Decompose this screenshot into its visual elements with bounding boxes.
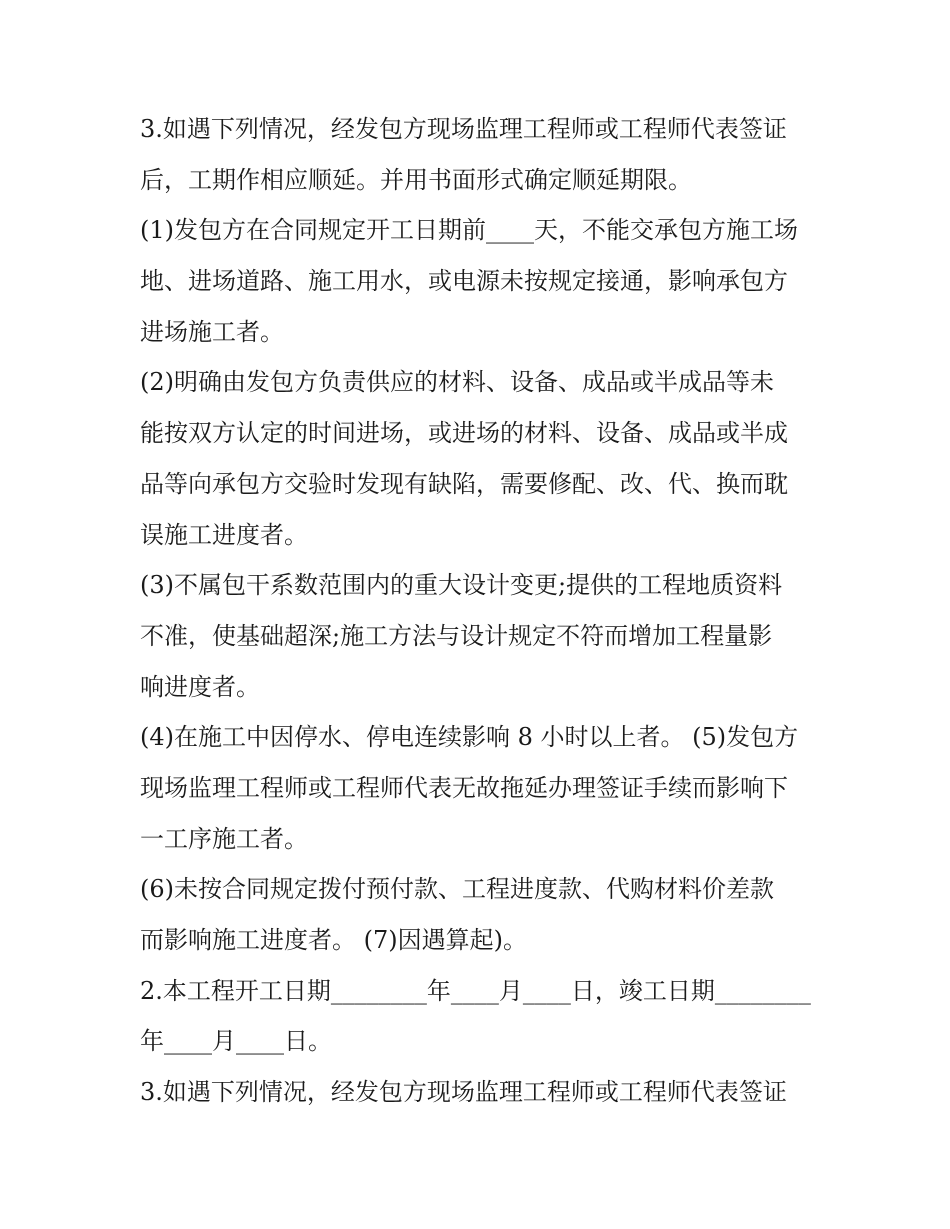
text-line: 品等向承包方交验时发现有缺陷，需要修配、改、代、换而耽 xyxy=(140,469,788,498)
text-line: 3.如遇下列情况，经发包方现场监理工程师或工程师代表签证 xyxy=(140,115,787,143)
text-line: 而影响施工进度者。 (7)因遇算起)。 xyxy=(140,926,527,954)
text-line: 地、进场道路、施工用水，或电源未按规定接通，影响承包方 xyxy=(140,267,788,296)
text-line: 能按双方认定的时间进场，或进场的材料、设备、成品或半成 xyxy=(140,419,788,448)
text-line: (4)在施工中因停水、停电连续影响 8 小时以上者。 (5)发包方 xyxy=(140,723,799,752)
text-line: 3.如遇下列情况，经发包方现场监理工程师或工程师代表签证 xyxy=(140,1078,787,1107)
text-line: (2)明确由发包方负责供应的材料、设备、成品或半成品等未 xyxy=(140,368,774,397)
text-line: 年____月____日。 xyxy=(140,1027,332,1056)
text-line: 2.本工程开工日期________年____月____日，竣工日期________ xyxy=(140,976,811,1005)
contract-text-block xyxy=(140,104,820,1118)
text-line: 响进度者。 xyxy=(140,672,260,701)
text-line: 不准，使基础超深;施工方法与设计规定不符而增加工程量影 xyxy=(140,621,773,650)
text-line: 后，工期作相应顺延。并用书面形式确定顺延期限。 xyxy=(140,165,692,194)
text-line: (6)未按合同规定拨付预付款、工程进度款、代购材料价差款 xyxy=(140,875,774,904)
text-line: 进场施工者。 xyxy=(140,317,284,346)
text-line: 一工序施工者。 xyxy=(140,824,308,853)
text-line: 现场监理工程师或工程师代表无故拖延办理签证手续而影响下 xyxy=(140,773,788,802)
text-line: 误施工进度者。 xyxy=(140,520,308,549)
text-line: (3)不属包干系数范围内的重大设计变更;提供的工程地质资料 xyxy=(140,571,783,600)
text-line: (1)发包方在合同规定开工日期前____天，不能交承包方施工场 xyxy=(140,216,798,245)
